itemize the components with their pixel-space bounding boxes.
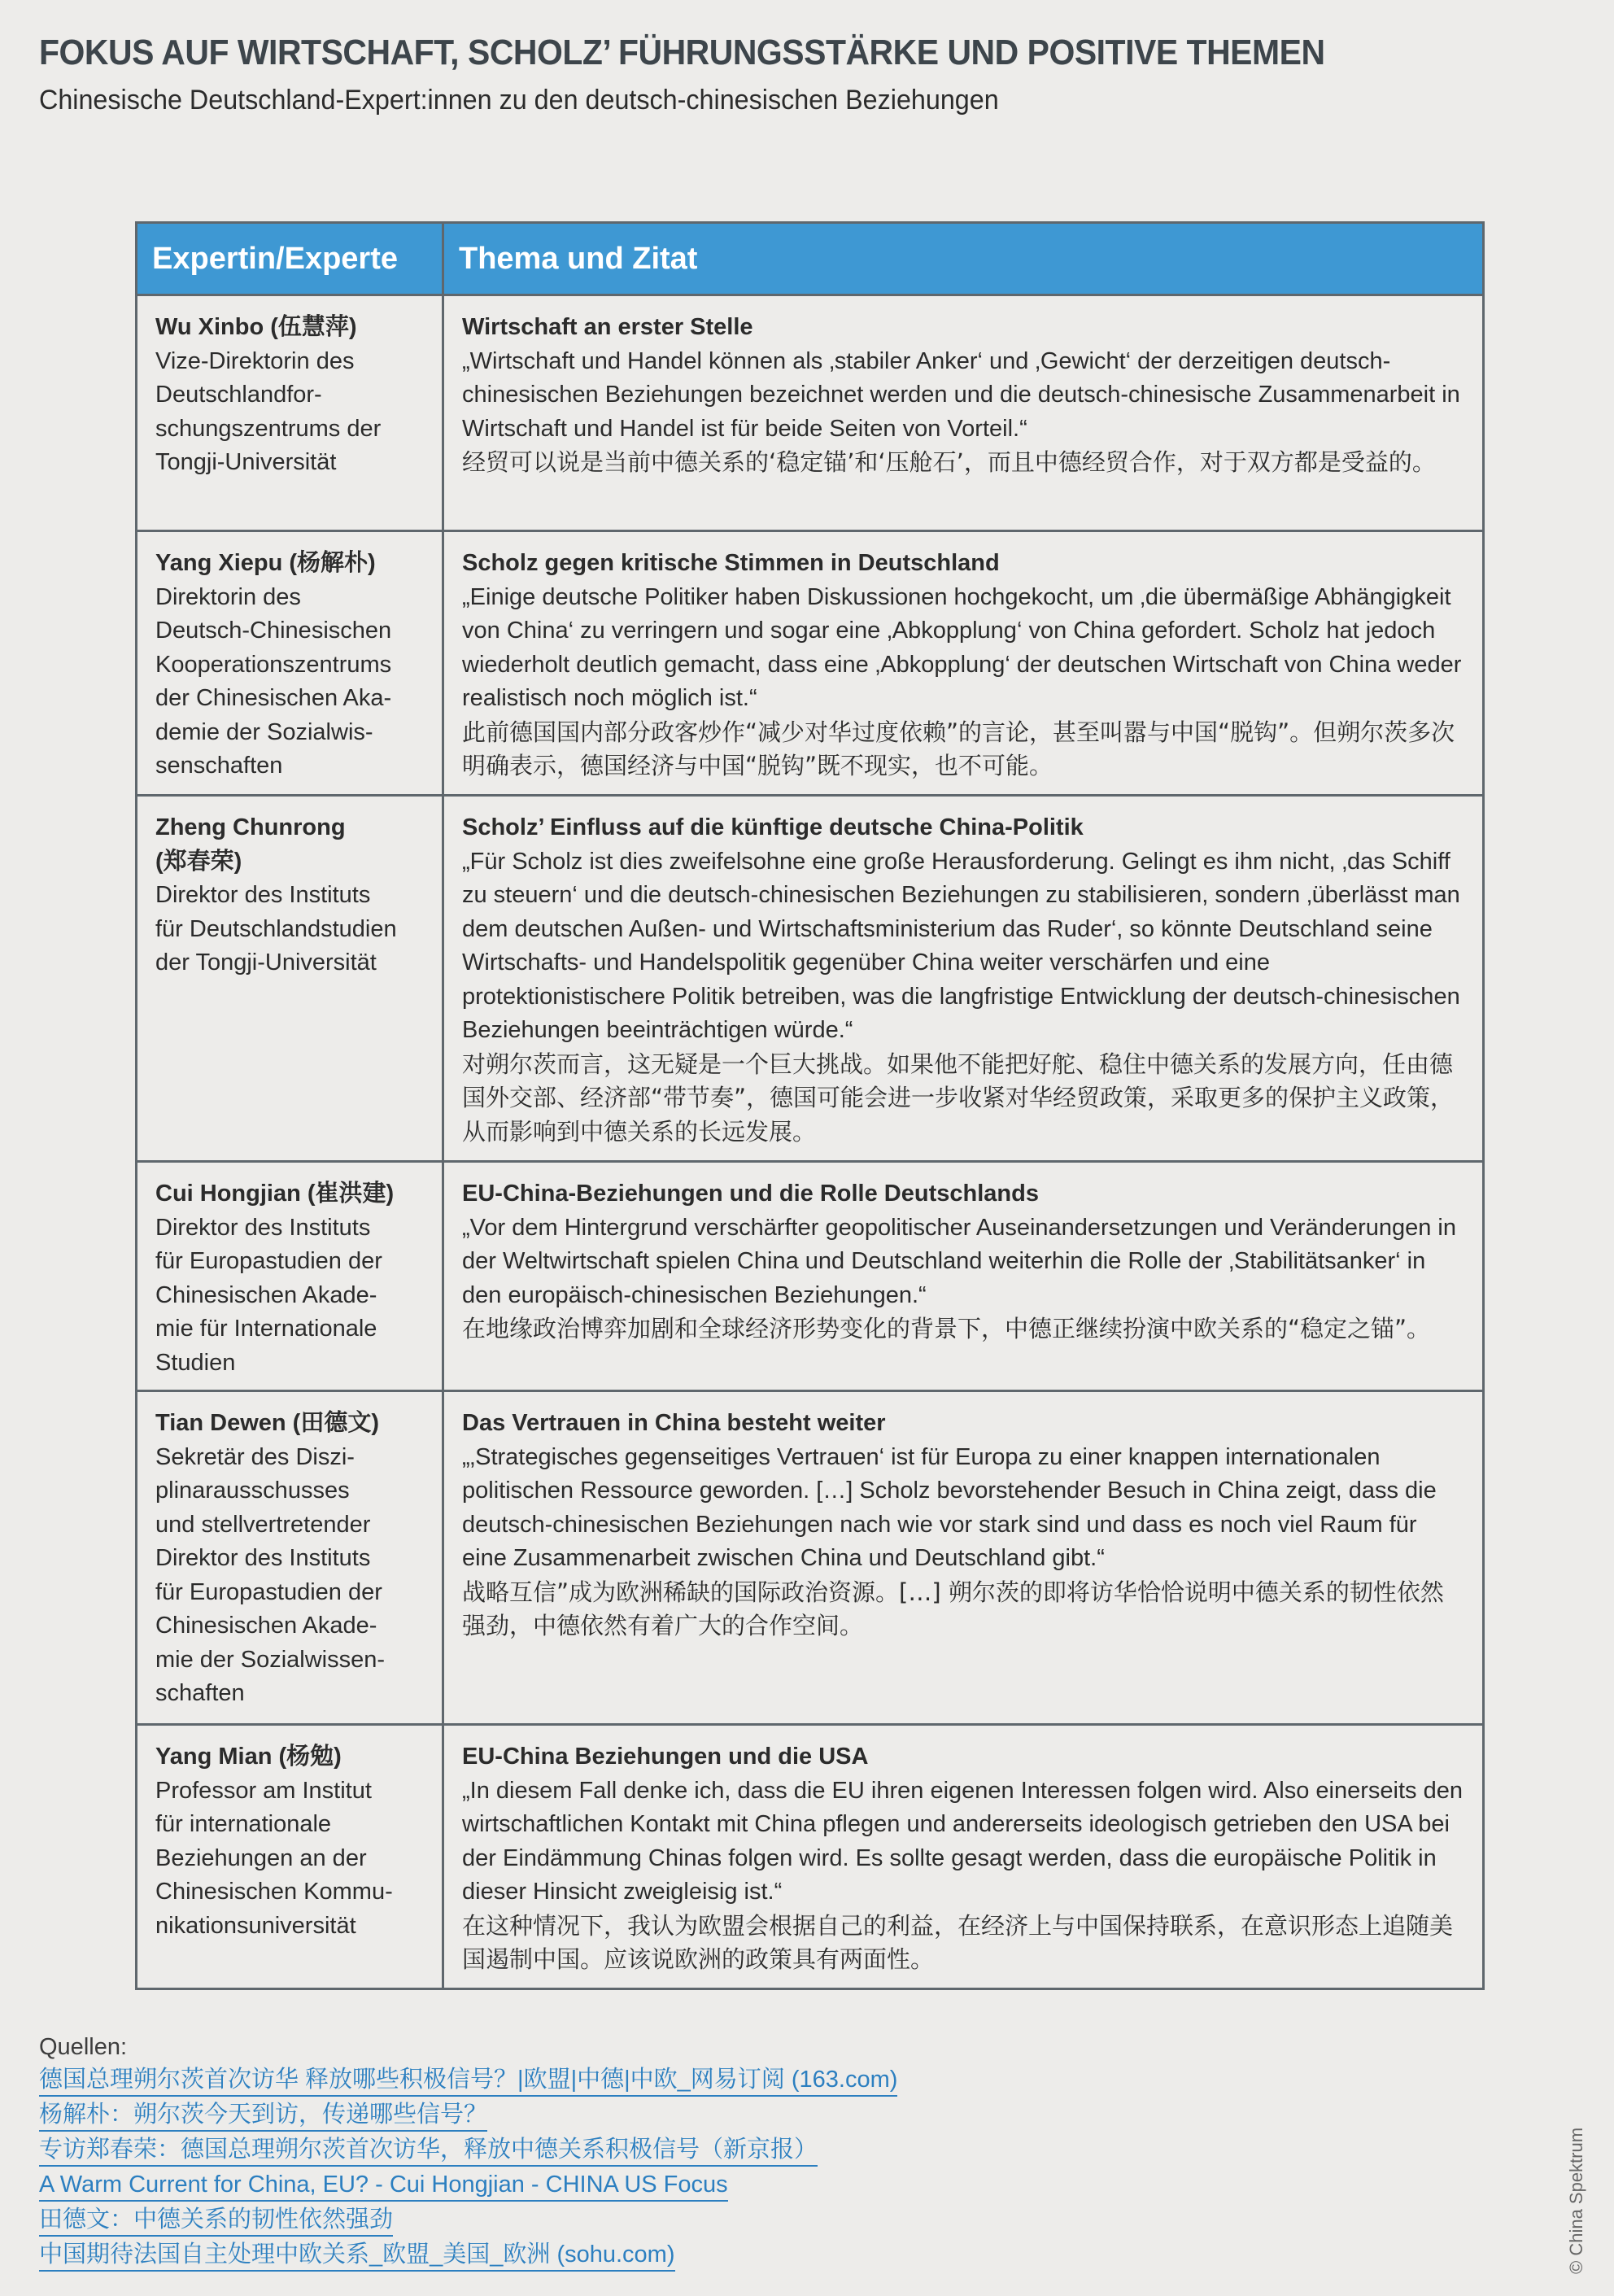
topic-heading: EU-China Beziehungen und die USA (462, 1744, 869, 1770)
quote-german: „‚Strategisches gegenseitiges Vertrauen‘ ist für Europa zu einer knappen internationalen politischen Ressource geworden. […] Scholz bevorstehender Besuch in China zeigt, dass die deutsch-chinesischen Beziehungen nach wie vor stark sind und dass es noch viel Raum für eine Zusammenarbeit zwischen China und Deutschland gibt.“ (462, 1443, 1437, 1571)
expert-name: Yang Mian (杨勉) (155, 1744, 342, 1770)
quote-german: „Vor dem Hintergrund verschärfter geopolitischer Auseinandersetzungen und Veränderungen in der Weltwirtschaft spielen China und Deutschland weiterhin die Rolle der ‚Stabilitätsanker‘ in den europäisch-chinesischen Beziehungen.“ (462, 1214, 1456, 1308)
quote-german: „Für Scholz ist dies zweifelsohne eine große Herausforderung. Gelingt es ihm nicht, ‚das Schiff zu steuern‘ und die deutsch-chinesischen Beziehungen zu stabilisieren, sondern ‚überlässt man dem deutschen Außen- und Wirtschaftsministerium das Ruder‘, so könnte Deutschland seine Wirtschafts- und Handelspolitik gegenüber China weiter verschärfen und eine protektionistischere Politik betreiben, was die langfristige Entwicklung der deutsch-chinesischen Beziehungen beeinträchtigen würde.“ (462, 848, 1460, 1043)
quote-cell (443, 1391, 1484, 1725)
source-link-tian-dewen[interactable]: 田德文：中德关系的韧性依然强劲 (39, 2204, 393, 2237)
expert-name: Zheng Chunrong (郑春荣) (155, 814, 346, 875)
topic-heading: Das Vertrauen in China besteht weiter (462, 1410, 886, 1436)
quote-cell (443, 796, 1484, 1162)
source-link-yang-xiepu[interactable]: 杨解朴：朔尔茨今天到访，传递哪些信号？ (39, 2099, 487, 2132)
column-header-topic-quote: Thema und Zitat (443, 223, 1484, 295)
column-header-expert: Expertin/Experte (137, 223, 443, 295)
quote-cell (443, 1725, 1484, 1989)
expert-role: Professor am Institut für internationale Beziehungen an der Chinesischen Kommu- nikationsuniversität (155, 1777, 393, 1939)
expert-name: Tian Dewen (田德文) (155, 1410, 379, 1436)
quote-chinese: 战略互信”成为欧洲稀缺的国际政治资源。[…] 朔尔茨的即将访华恰恰说明中德关系的韧性依然强劲，中德依然有着广大的合作空间。 (462, 1578, 1444, 1639)
quote-cell (443, 531, 1484, 796)
topic-heading: EU-China-Beziehungen und die Rolle Deutschlands (462, 1181, 1039, 1207)
table-row (137, 1391, 1484, 1725)
quote-german: „Wirtschaft und Handel können als ‚stabiler Anker‘ und ‚Gewicht‘ der derzeitigen deutsch-chinesischen Beziehungen bezeichnet werden und die deutsch-chinesische Zusammenarbeit in Wirtschaft und Handel ist für beide Seiten von Vorteil.“ (462, 347, 1460, 442)
table-row (137, 1162, 1484, 1391)
expert-name: Wu Xinbo (伍慧萍) (155, 314, 357, 340)
source-link-china-us-focus[interactable]: A Warm Current for China, EU? - Cui Hongjian - CHINA US Focus (39, 2169, 728, 2202)
expert-cell (137, 1725, 443, 1989)
quote-german: „In diesem Fall denke ich, dass die EU ihren eigenen Interessen folgen wird. Also einerseits den wirtschaftlichen Kontakt mit China pflegen und andererseits ideologisch getrieben den USA bei der Eindämmung Chinas folgen wird. Es sollte gesagt werden, dass die europäische Politik in dieser Hinsicht zweigleisig ist.“ (462, 1777, 1463, 1905)
expert-cell (137, 1391, 443, 1725)
table-row (137, 796, 1484, 1162)
expert-name: Yang Xiepu (杨解朴) (155, 550, 376, 576)
quote-chinese: 在这种情况下，我认为欧盟会根据自己的利益，在经济上与中国保持联系，在意识形态上追随美国遏制中国。应该说欧洲的政策具有两面性。 (462, 1911, 1454, 1973)
table-row (137, 295, 1484, 531)
copyright-notice: © China Spektrum (1566, 2127, 1586, 2274)
sources-label: Quellen: (39, 2034, 128, 2060)
expert-role: Sekretär des Diszi- plinarausschusses und stellvertretender Direktor des Instituts für Europastudien der Chinesischen Akade- mie der Sozialwissen- schaften (155, 1443, 386, 1706)
table-row (137, 1725, 1484, 1989)
table-header-row (137, 223, 1484, 295)
expert-name: Cui Hongjian (崔洪建) (155, 1181, 395, 1207)
page-title: FOKUS AUF WIRTSCHAFT, SCHOLZ’ FÜHRUNGSSTÄRKE UND POSITIVE THEMEN (39, 33, 1325, 72)
expert-role: Vize-Direktorin des Deutschlandfor- schungszentrums der Tongji-Universität (155, 347, 382, 475)
quote-cell (443, 295, 1484, 531)
quote-cell (443, 1162, 1484, 1391)
quote-chinese: 在地缘政治博弈加剧和全球经济形势变化的背景下，中德正继续扮演中欧关系的“稳定之锚”。 (462, 1315, 1431, 1342)
expert-role: Direktor des Instituts für Europastudien der Chinesischen Akade- mie für Internationale Studien (155, 1214, 382, 1376)
expert-cell (137, 531, 443, 796)
expert-role: Direktor des Instituts für Deutschlandstudien der Tongji-Universität (155, 882, 397, 976)
table-row (137, 531, 1484, 796)
quote-chinese: 经贸可以说是当前中德关系的‘稳定锚’和‘压舱石’，而且中德经贸合作，对于双方都是受益的。 (462, 448, 1436, 476)
topic-heading: Scholz’ Einfluss auf die künftige deutsche China-Politik (462, 814, 1084, 840)
topic-heading: Wirtschaft an erster Stelle (462, 314, 753, 340)
expert-cell (137, 796, 443, 1162)
expert-role: Direktorin des Deutsch-Chinesischen Kooperationszentrums der Chinesischen Aka- demie der Sozialwis- senschaften (155, 583, 392, 779)
quote-chinese: 对朔尔茨而言，这无疑是一个巨大挑战。如果他不能把好舵、稳住中德关系的发展方向，任由德国外交部、经济部“带节奏”，德国可能会进一步收紧对华经贸政策，采取更多的保护主义政策，从而影响到中德关系的长远发展。 (462, 1050, 1455, 1146)
sources-section (39, 2030, 897, 2274)
expert-cell (137, 295, 443, 531)
experts-table (135, 221, 1485, 1990)
source-link-sohu[interactable]: 中国期待法国自主处理中欧关系_欧盟_美国_欧洲 (sohu.com) (39, 2239, 675, 2272)
page-subtitle: Chinesische Deutschland-Expert:innen zu den deutsch-chinesischen Beziehungen (39, 85, 999, 116)
source-link-163[interactable]: 德国总理朔尔茨首次访华 释放哪些积极信号？|欧盟|中德|中欧_网易订阅 (163.com) (39, 2064, 897, 2097)
expert-cell (137, 1162, 443, 1391)
quote-german: „Einige deutsche Politiker haben Diskussionen hochgekocht, um ‚die übermäßige Abhängigkeit von China‘ zu verringern und sogar eine ‚Abkopplung‘ von China gefordert. Scholz hat jedoch wiederholt deutlich gemacht, dass eine ‚Abkopplung‘ der deutschen Wirtschaft von China weder realistisch noch möglich ist.“ (462, 583, 1462, 711)
topic-heading: Scholz gegen kritische Stimmen in Deutschland (462, 550, 1000, 576)
source-link-zheng-chunrong[interactable]: 专访郑春荣：德国总理朔尔茨首次访华，释放中德关系积极信号（新京报） (39, 2134, 818, 2167)
quote-chinese: 此前德国国内部分政客炒作“减少对华过度依赖”的言论，甚至叫嚣与中国“脱钩”。但朔尔茨多次明确表示，德国经济与中国“脱钩”既不现实，也不可能。 (462, 718, 1455, 779)
